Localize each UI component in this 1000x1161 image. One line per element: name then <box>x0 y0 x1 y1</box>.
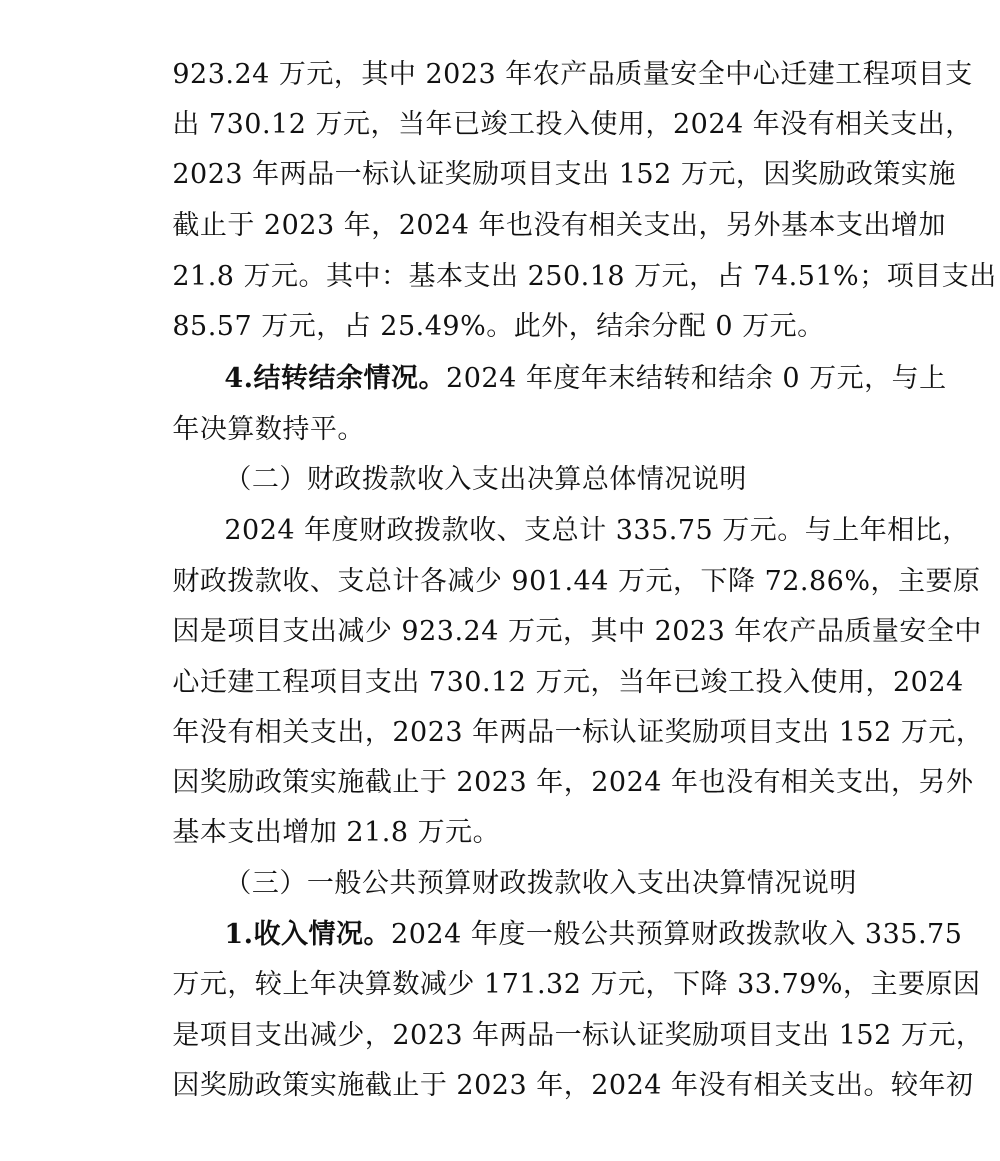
text-line: 因奖励政策实施截止于 2023 年，2024 年也没有相关支出，另外 <box>172 767 974 798</box>
paragraph-line <box>0 50 1000 140</box>
subsection-title-3: （三）一般公共预算财政拨款收入支出决算情况说明 <box>224 868 857 899</box>
paragraph-line <box>0 557 1000 647</box>
paragraph-line <box>0 252 1000 342</box>
subsection-title-2: （二）财政拨款收入支出决算总体情况说明 <box>224 464 747 495</box>
text-line: 因是项目支出减少 923.24 万元，其中 2023 年农产品质量安全中 <box>172 616 982 647</box>
section-text-1: 2024 年度一般公共预算财政拨款收入 335.75 <box>391 919 963 950</box>
text-line: 是项目支出减少，2023 年两品一标认证奖励项目支出 152 万元， <box>172 1020 984 1051</box>
paragraph-line <box>0 202 1000 292</box>
paragraph-line <box>0 658 1000 748</box>
paragraph-line <box>0 456 1000 546</box>
text-line: 年没有相关支出，2023 年两品一标认证奖励项目支出 152 万元， <box>172 717 984 748</box>
text-line: 基本支出增加 21.8 万元。 <box>172 817 501 848</box>
paragraph-line <box>0 961 1000 1051</box>
paragraph-line <box>0 758 1000 848</box>
paragraph-line <box>0 608 1000 698</box>
paragraph-line <box>0 100 1000 190</box>
section-heading-4: 4.结转结余情况。 <box>224 363 447 394</box>
text-line: 截止于 2023 年，2024 年也没有相关支出，另外基本支出增加 <box>172 210 947 241</box>
text-line: 2023 年两品一标认证奖励项目支出 152 万元，因奖励政策实施 <box>172 159 956 190</box>
text-line: 21.8 万元。其中：基本支出 250.18 万元，占 74.51%；项目支出 <box>172 261 997 292</box>
paragraph-line <box>0 507 1000 597</box>
text-line: 85.57 万元，占 25.49%。此外，结余分配 0 万元。 <box>172 311 825 342</box>
subsection-heading <box>0 405 1000 495</box>
paragraph-line <box>0 304 1000 394</box>
paragraph-line <box>0 860 1000 950</box>
paragraph-line <box>0 0 1000 90</box>
paragraph-line <box>0 708 1000 798</box>
text-line: 2024 年度财政拨款收、支总计 335.75 万元。与上年相比， <box>224 515 970 546</box>
text-line: 万元，较上年决算数减少 171.32 万元，下降 33.79%，主要原因 <box>172 969 981 1000</box>
paragraph-line <box>0 151 1000 241</box>
text-line: 财政拨款收、支总计各减少 901.44 万元，下降 72.86%，主要原 <box>172 566 981 597</box>
paragraph-line <box>0 910 1000 1000</box>
text-line: 心迁建工程项目支出 730.12 万元，当年已竣工投入使用，2024 <box>172 667 964 698</box>
subsection-heading <box>0 809 1000 899</box>
text-line: 出 730.12 万元，当年已竣工投入使用，2024 年没有相关支出， <box>172 109 973 140</box>
paragraph-line <box>0 1011 1000 1101</box>
text-line: 923.24 万元，其中 2023 年农产品质量安全中心迁建工程项目支 <box>172 59 973 90</box>
section-heading-1: 1.收入情况。 <box>224 919 392 950</box>
text-line: 年决算数持平。 <box>172 414 365 445</box>
paragraph-line <box>0 355 1000 445</box>
text-line: 因奖励政策实施截止于 2023 年，2024 年没有相关支出。较年初 <box>172 1070 974 1101</box>
section-text-4: 2024 年度年末结转和结余 0 万元，与上 <box>446 363 947 394</box>
